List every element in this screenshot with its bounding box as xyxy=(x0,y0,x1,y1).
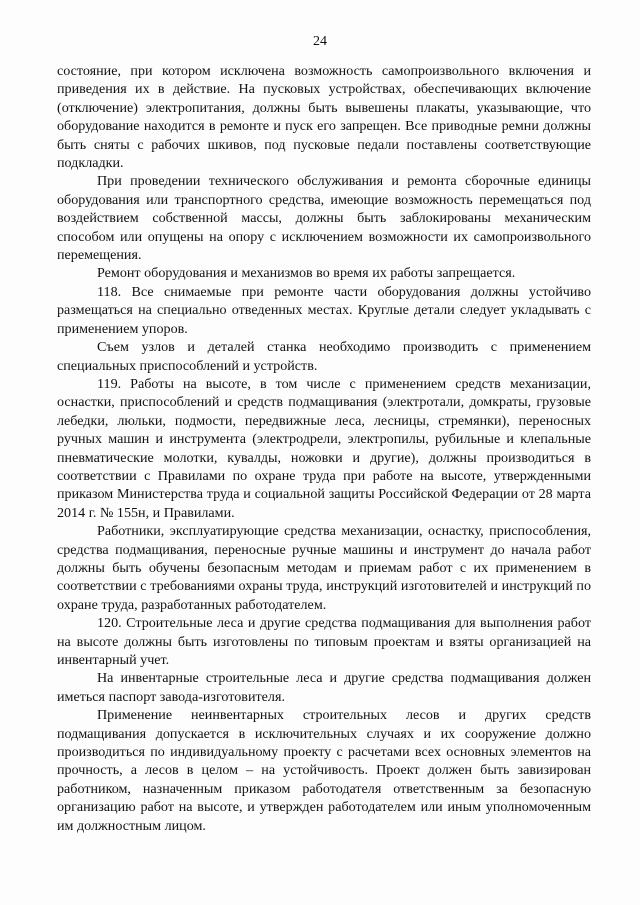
paragraph-removal-of-parts: Съем узлов и деталей станка необходимо производить с применением специальных приспособлений и устройств. xyxy=(57,339,591,374)
paragraph-workers-training: Работники, эксплуатирующие средства механизации, оснастку, приспособления, средства подмащивания, переносные ручные машины и инструмент до начала работ должны быть обучены безопасным методам и приемам работ с их применением в соответствии с требованиями охраны труда, инструкций изготовителей и инструкций по охране труда, разработанных работодателем. xyxy=(57,523,591,613)
paragraph-118: 118. Все снимаемые при ремонте части оборудования должны устойчиво размещаться на специально отведенных местах. Круглые детали следует укладывать с применением упоров. xyxy=(57,283,591,337)
paragraph-120: 120. Строительные леса и другие средства подмащивания для выполнения работ на высоте должны быть изготовлены по типовым проектам и взяты организацией на инвентарный учет. xyxy=(57,615,591,668)
paragraph-non-inventory-scaffolds: Применение неинвентарных строительных лесов и других средств подмащивания допускается в исключительных случаях и их сооружение должно производиться по индивидуальному проекту с расчетами всех основных элементов на прочность, а лесов в целом – на устойчивость. Проект должен быть завизирован работником, назначенным приказом работодателя ответственным за безопасную организацию работ на высоте, и утвержден работодателем или иным уполномоченным им должностным лицом. xyxy=(57,707,591,834)
paragraph-maintenance-blocking: При проведении технического обслуживания и ремонта сборочные единицы оборудования или транспортного средства, имеющие возможность перемещаться под воздействием собственной массы, должны быть заблокированы механическим способом или опущены на опору с исключением возможности их самопроизвольного перемещения. xyxy=(57,173,591,264)
document-body xyxy=(57,62,591,835)
paragraph-continuation: состояние, при котором исключена возможность самопроизвольного включения и приведения их в действие. На пусковых устройствах, обеспечивающих включение (отключение) электропитания, должны быть вывешены плакаты, указывающие, что оборудование находится в ремонте и пуск его запрещен. Все приводные ремни должны быть сняты с рабочих шкивов, под пусковые педали поставлены соответствующие подкладки. xyxy=(57,63,591,172)
paragraph-passport: На инвентарные строительные леса и другие средства подмащивания должен иметься паспорт завода-изготовителя. xyxy=(57,670,591,705)
page-number: 24 xyxy=(313,34,327,49)
paragraph-repair-prohibited: Ремонт оборудования и механизмов во время их работы запрещается. xyxy=(97,265,516,282)
paragraph-119: 119. Работы на высоте, в том числе с применением средств механизации, оснастки, приспособлений и средств подмащивания (электротали, домкраты, грузовые лебедки, люльки, подмости, передвижные леса, лесницы, стремянки), переносных ручных машин и инструмента (электродрели, электропилы, рубильные и клепальные пневматические молотки, кувалды, ножовки и другие), должны производиться в соответствии с Правилами по охране труда при работе на высоте, утвержденными приказом Министерства труда и социальной защиты Российской Федерации от 28 марта 2014 г. № 155н, и Правилами. xyxy=(57,375,591,521)
